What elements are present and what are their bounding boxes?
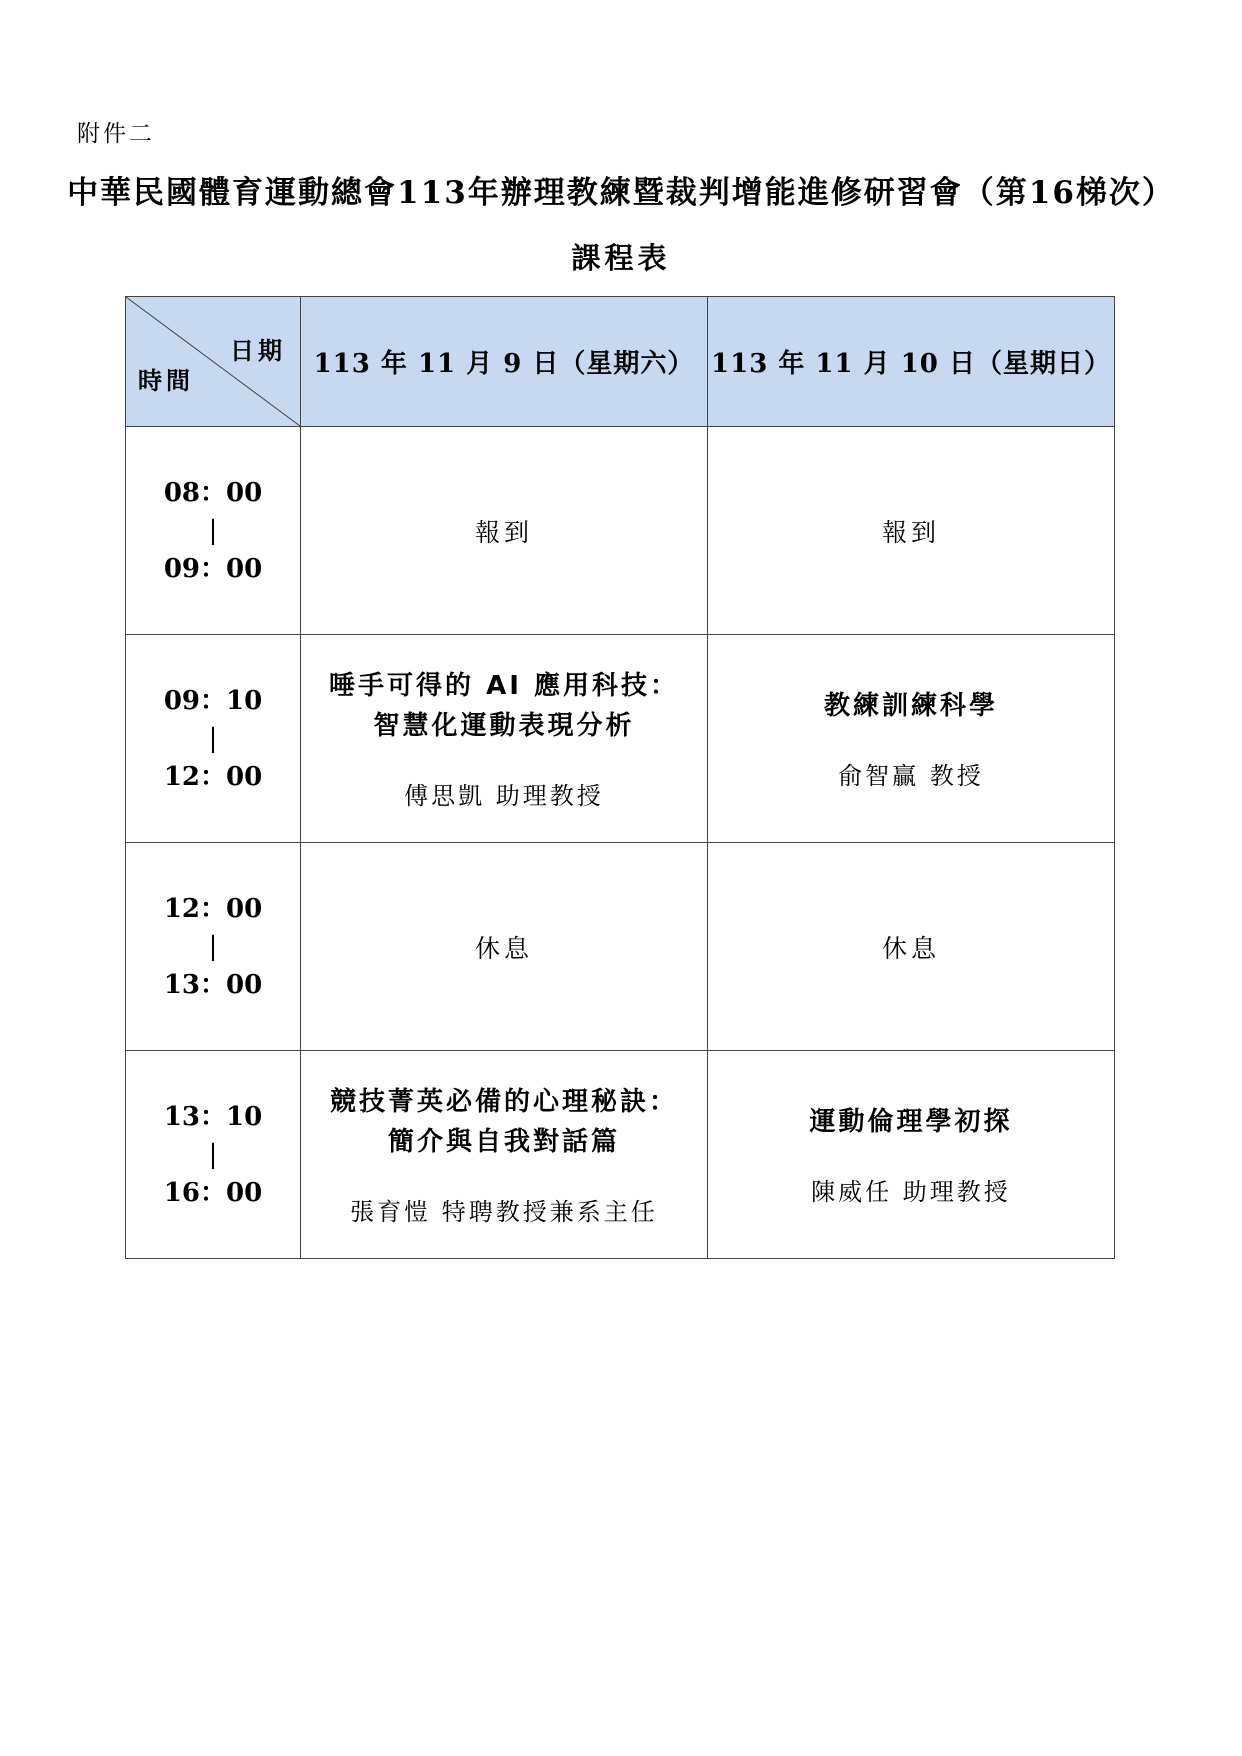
attachment-label: 附件二 <box>77 121 155 147</box>
table-row <box>126 427 1115 635</box>
lecturer-name: 傅思凱 助理教授 <box>404 782 604 810</box>
session-cell: 報到 <box>708 427 1115 635</box>
course-title-line: 簡介與自我對話篇 <box>387 1127 620 1157</box>
time-separator: | <box>208 931 218 962</box>
time-end: 09：00 <box>163 553 263 584</box>
time-end: 12：00 <box>163 761 263 792</box>
document-subtitle: 課程表 <box>571 241 671 275</box>
course-title-line: 運動倫理學初探 <box>809 1107 1013 1137</box>
time-separator: | <box>208 1139 218 1170</box>
table-row <box>126 843 1115 1051</box>
course-title-line: 教練訓練科學 <box>823 691 998 721</box>
lecturer-name: 俞智贏 教授 <box>838 762 984 790</box>
time-start: 09：10 <box>163 685 263 716</box>
session-cell <box>708 1051 1115 1259</box>
schedule-table <box>125 296 1115 1259</box>
course-title-line: 唾手可得的 AI 應用科技： <box>329 671 679 701</box>
course-title <box>301 1082 707 1162</box>
session-cell: 休息 <box>301 843 708 1051</box>
time-start: 12：00 <box>163 893 263 924</box>
time-cell <box>126 843 301 1051</box>
time-cell <box>126 427 301 635</box>
header-row <box>126 297 1115 427</box>
corner-header-cell <box>126 297 301 427</box>
course-title-line: 智慧化運動表現分析 <box>373 711 635 741</box>
time-end: 16：00 <box>163 1177 263 1208</box>
course-title-line: 競技菁英必備的心理秘訣： <box>329 1087 678 1117</box>
table-row <box>126 635 1115 843</box>
lecturer-name: 陳威任 助理教授 <box>811 1178 1011 1206</box>
session-cell <box>301 635 708 843</box>
session-cell <box>301 1051 708 1259</box>
time-separator: | <box>208 515 218 546</box>
time-end: 13：00 <box>163 969 263 1000</box>
document-title: 中華民國體育運動總會113年辦理教練暨裁判增能進修研習會（第16梯次） <box>67 175 1175 211</box>
column-header-day1: 113 年 11 月 9 日（星期六） <box>301 297 708 427</box>
course-title <box>708 1102 1114 1142</box>
session-cell <box>708 635 1115 843</box>
column-header-day2: 113 年 11 月 10 日（星期日） <box>708 297 1115 427</box>
corner-time-label: 時間 <box>138 367 194 395</box>
session-cell: 報到 <box>301 427 708 635</box>
time-start: 08：00 <box>163 477 263 508</box>
course-title <box>301 666 707 746</box>
session-cell: 休息 <box>708 843 1115 1051</box>
corner-date-label: 日期 <box>230 337 286 365</box>
lecturer-name: 張育愷 特聘教授兼系主任 <box>350 1198 658 1226</box>
time-start: 13：10 <box>163 1101 263 1132</box>
time-separator: | <box>208 723 218 754</box>
time-cell <box>126 1051 301 1259</box>
course-title <box>708 686 1114 726</box>
time-cell <box>126 635 301 843</box>
table-row <box>126 1051 1115 1259</box>
